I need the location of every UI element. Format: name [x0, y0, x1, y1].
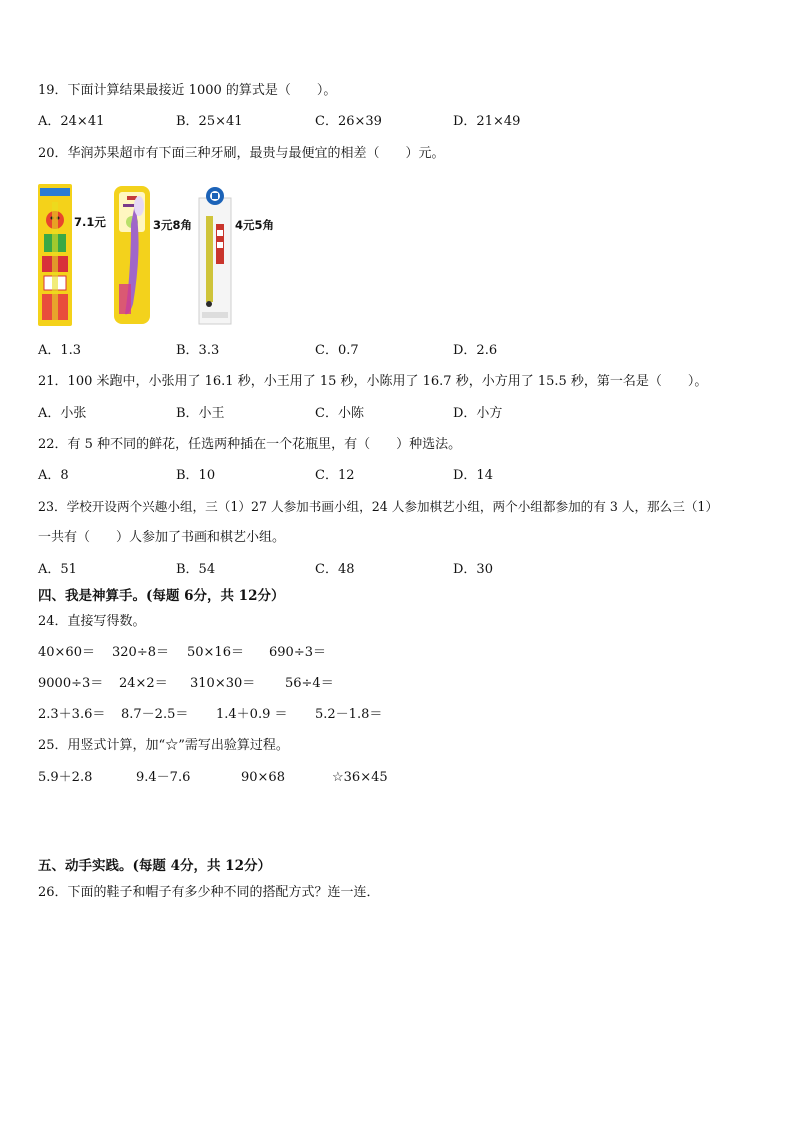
q23-option-a: A．51 — [38, 562, 77, 577]
toothbrush-2-price: 3元8角 — [153, 218, 193, 232]
toothbrush-3-price: 4元5角 — [235, 218, 275, 232]
q19-option-b: B．25×41 — [176, 114, 243, 129]
toothbrush-3-image — [198, 184, 232, 326]
q20-option-c: C．0.7 — [315, 343, 359, 358]
q23-option-d: D．30 — [453, 562, 493, 577]
question-25-stem: 25．用竖式计算，加“☆”需写出验算过程。 — [38, 738, 289, 753]
question-23-stem-line1: 23．学校开设两个兴趣小组，三（1）27 人参加书画小组，24 人参加棋艺小组，两个小组都参加的有 3 人，那么三（1） — [38, 499, 719, 514]
q19-option-c: C．26×39 — [315, 114, 382, 129]
q25-item: ☆36×45 — [332, 770, 388, 785]
q23-option-b: B．54 — [176, 562, 216, 577]
question-20-stem: 20．华润苏果超市有下面三种牙刷，最贵与最便宜的相差（ ）元。 — [38, 146, 445, 161]
q20-option-d: D．2.6 — [453, 343, 498, 358]
q24-item: 24×2＝ — [119, 676, 168, 691]
question-21-stem: 21．100 米跑中，小张用了 16.1 秒，小王用了 15 秒，小陈用了 16.7 秒，小方用了 15.5 秒，第一名是（ ）。 — [38, 374, 708, 389]
section-5-heading: 五、动手实践。(每题 4分，共 12分） — [38, 858, 271, 874]
q24-item: 310×30＝ — [190, 676, 256, 691]
q24-item: 1.4＋0.9 ＝ — [216, 707, 288, 722]
q24-item: 56÷4＝ — [285, 676, 334, 691]
q19-option-a: A．24×41 — [38, 114, 105, 129]
q24-item: 50×16＝ — [187, 645, 244, 660]
question-22-stem: 22．有 5 种不同的鲜花，任选两种插在一个花瓶里，有（ ）种选法。 — [38, 437, 462, 452]
q25-item: 90×68 — [241, 770, 285, 785]
q23-option-c: C．48 — [315, 562, 355, 577]
question-26-stem: 26．下面的鞋子和帽子有多少种不同的搭配方式？连一连． — [38, 885, 380, 900]
q22-option-d: D．14 — [453, 468, 493, 483]
q22-option-b: B．10 — [176, 468, 216, 483]
q21-option-d: D．小方 — [453, 406, 503, 421]
q24-item: 40×60＝ — [38, 645, 95, 660]
question-19-stem: 19．下面计算结果最接近 1000 的算式是（ ）。 — [38, 83, 337, 98]
toothbrush-1-price: 7.1元 — [74, 215, 106, 229]
toothbrush-2-image — [113, 184, 151, 326]
q25-item: 5.9＋2.8 — [38, 770, 93, 785]
q24-item: 2.3＋3.6＝ — [38, 707, 106, 722]
question-24-stem: 24．直接写得数。 — [38, 614, 146, 629]
q25-item: 9.4－7.6 — [136, 770, 191, 785]
q24-item: 320÷8＝ — [112, 645, 169, 660]
q20-option-a: A．1.3 — [38, 343, 82, 358]
q20-option-b: B．3.3 — [176, 343, 220, 358]
q21-option-a: A．小张 — [38, 406, 87, 421]
q21-option-c: C．小陈 — [315, 406, 364, 421]
q24-item: 5.2－1.8＝ — [315, 707, 383, 722]
section-4-heading: 四、我是神算手。(每题 6分，共 12分） — [38, 588, 285, 604]
q24-item: 9000÷3＝ — [38, 676, 104, 691]
q21-option-b: B．小王 — [176, 406, 225, 421]
q22-option-a: A．8 — [38, 468, 69, 483]
toothbrush-1-image — [38, 184, 72, 326]
q22-option-c: C．12 — [315, 468, 355, 483]
q24-item: 690÷3＝ — [269, 645, 326, 660]
q19-option-d: D．21×49 — [453, 114, 521, 129]
q24-item: 8.7－2.5＝ — [121, 707, 189, 722]
question-23-stem-line2: 一共有（ ）人参加了书画和棋艺小组。 — [38, 530, 286, 545]
